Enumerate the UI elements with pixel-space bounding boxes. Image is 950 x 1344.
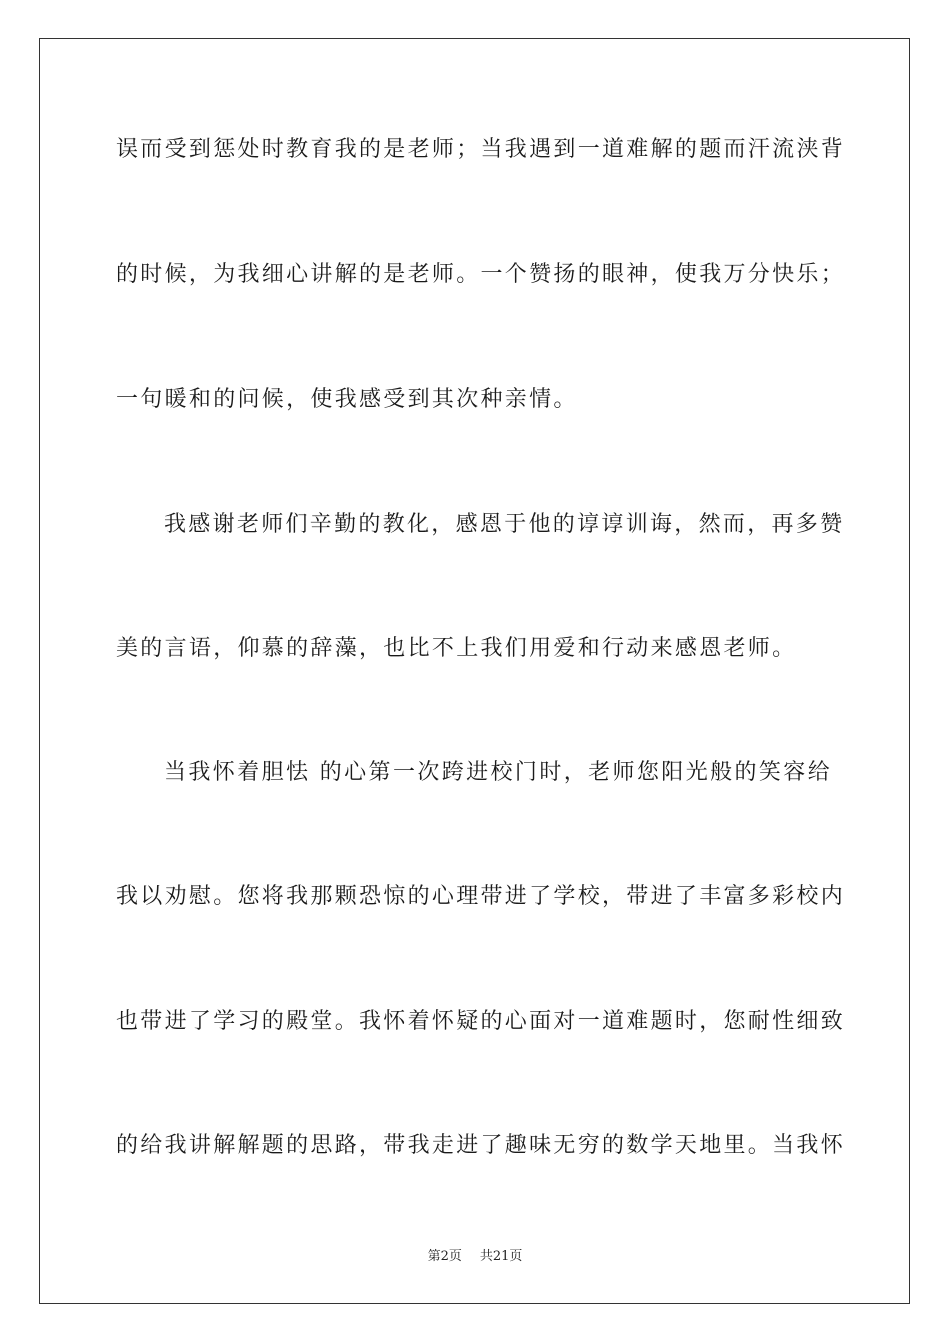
body-text-line: 美的言语，仰慕的辞藻，也比不上我们用爱和行动来感恩老师。 [116, 636, 797, 661]
body-text-line: 我以劝慰。您将我那颗恐惊的心理带进了学校，带进了丰富多彩校内 [116, 884, 846, 909]
body-text-line: 也带进了学习的殿堂。我怀着怀疑的心面对一道难题时，您耐性细致 [116, 1009, 846, 1034]
page-border [39, 38, 910, 1304]
page-footer [0, 1248, 950, 1266]
body-text-line: 的时候，为我细心讲解的是老师。一个赞扬的眼神，使我万分快乐； [116, 262, 846, 287]
body-text-line: 当我怀着胆怯 的心第一次跨进校门时，老师您阳光般的笑容给 [164, 760, 832, 785]
body-text-line: 的给我讲解解题的思路，带我走进了趣味无穷的数学天地里。当我怀 [116, 1133, 846, 1158]
page-total: 共21页 [479, 1249, 523, 1264]
page-number: 第2页 [427, 1249, 462, 1264]
body-text-line: 一句暖和的问候，使我感受到其次种亲情。 [116, 387, 578, 412]
body-text-line: 我感谢老师们辛勤的教化，感恩于他的谆谆训诲，然而，再多赞 [164, 512, 845, 537]
body-text-line: 误而受到惩处时教育我的是老师；当我遇到一道难解的题而汗流浃背 [116, 137, 846, 162]
